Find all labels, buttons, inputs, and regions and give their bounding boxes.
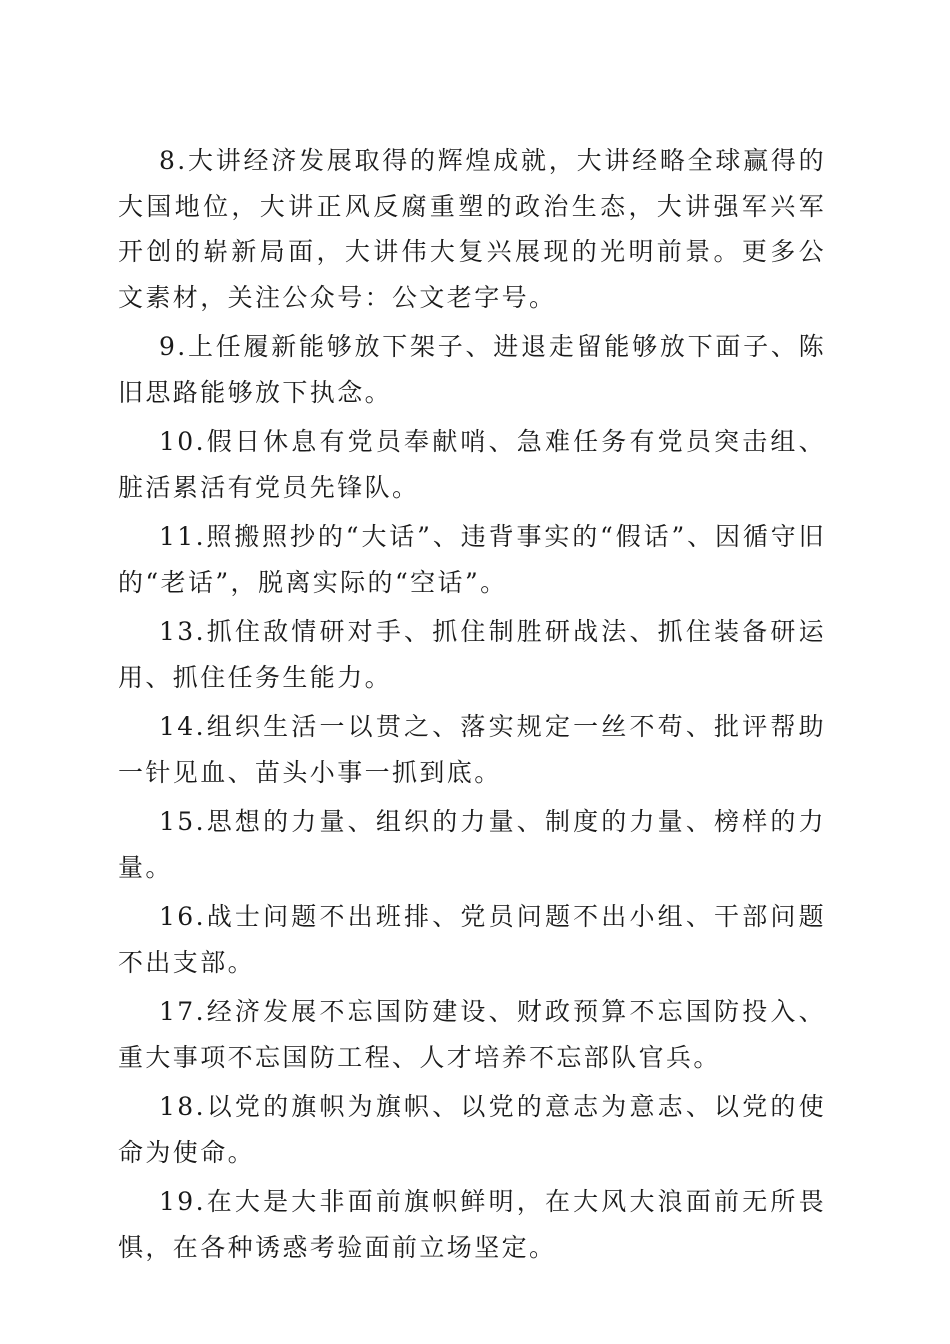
paragraph-18: 18.以党的旗帜为旗帜、以党的意志为意志、以党的使命为使命。 bbox=[118, 1092, 826, 1167]
paragraph-17: 17.经济发展不忘国防建设、财政预算不忘国防投入、重大事项不忘国防工程、人才培养不忘部队官兵。 bbox=[118, 997, 826, 1072]
paragraph-8: 8.大讲经济发展取得的辉煌成就，大讲经略全球赢得的大国地位，大讲正风反腐重塑的政治生态，大讲强军兴军开创的崭新局面，大讲伟大复兴展现的光明前景。更多公文素材，关注公众号：公文老字号。 bbox=[118, 146, 826, 312]
paragraph-15: 15.思想的力量、组织的力量、制度的力量、榜样的力量。 bbox=[118, 807, 826, 882]
paragraph-16: 16.战士问题不出班排、党员问题不出小组、干部问题不出支部。 bbox=[118, 902, 826, 977]
paragraph-11: 11.照搬照抄的“大话”、违背事实的“假话”、因循守旧的“老话”，脱离实际的“空话”。 bbox=[118, 522, 826, 597]
paragraph-13: 13.抓住敌情研对手、抓住制胜研战法、抓住装备研运用、抓住任务生能力。 bbox=[118, 617, 826, 692]
paragraph-10: 10.假日休息有党员奉献哨、急难任务有党员突击组、脏活累活有党员先锋队。 bbox=[118, 427, 826, 502]
paragraph-19: 19.在大是大非面前旗帜鲜明，在大风大浪面前无所畏惧，在各种诱惑考验面前立场坚定。 bbox=[118, 1187, 826, 1262]
document-body bbox=[118, 138, 826, 1274]
paragraph-9: 9.上任履新能够放下架子、进退走留能够放下面子、陈旧思路能够放下执念。 bbox=[118, 332, 826, 407]
paragraph-14: 14.组织生活一以贯之、落实规定一丝不苟、批评帮助一针见血、苗头小事一抓到底。 bbox=[118, 712, 826, 787]
